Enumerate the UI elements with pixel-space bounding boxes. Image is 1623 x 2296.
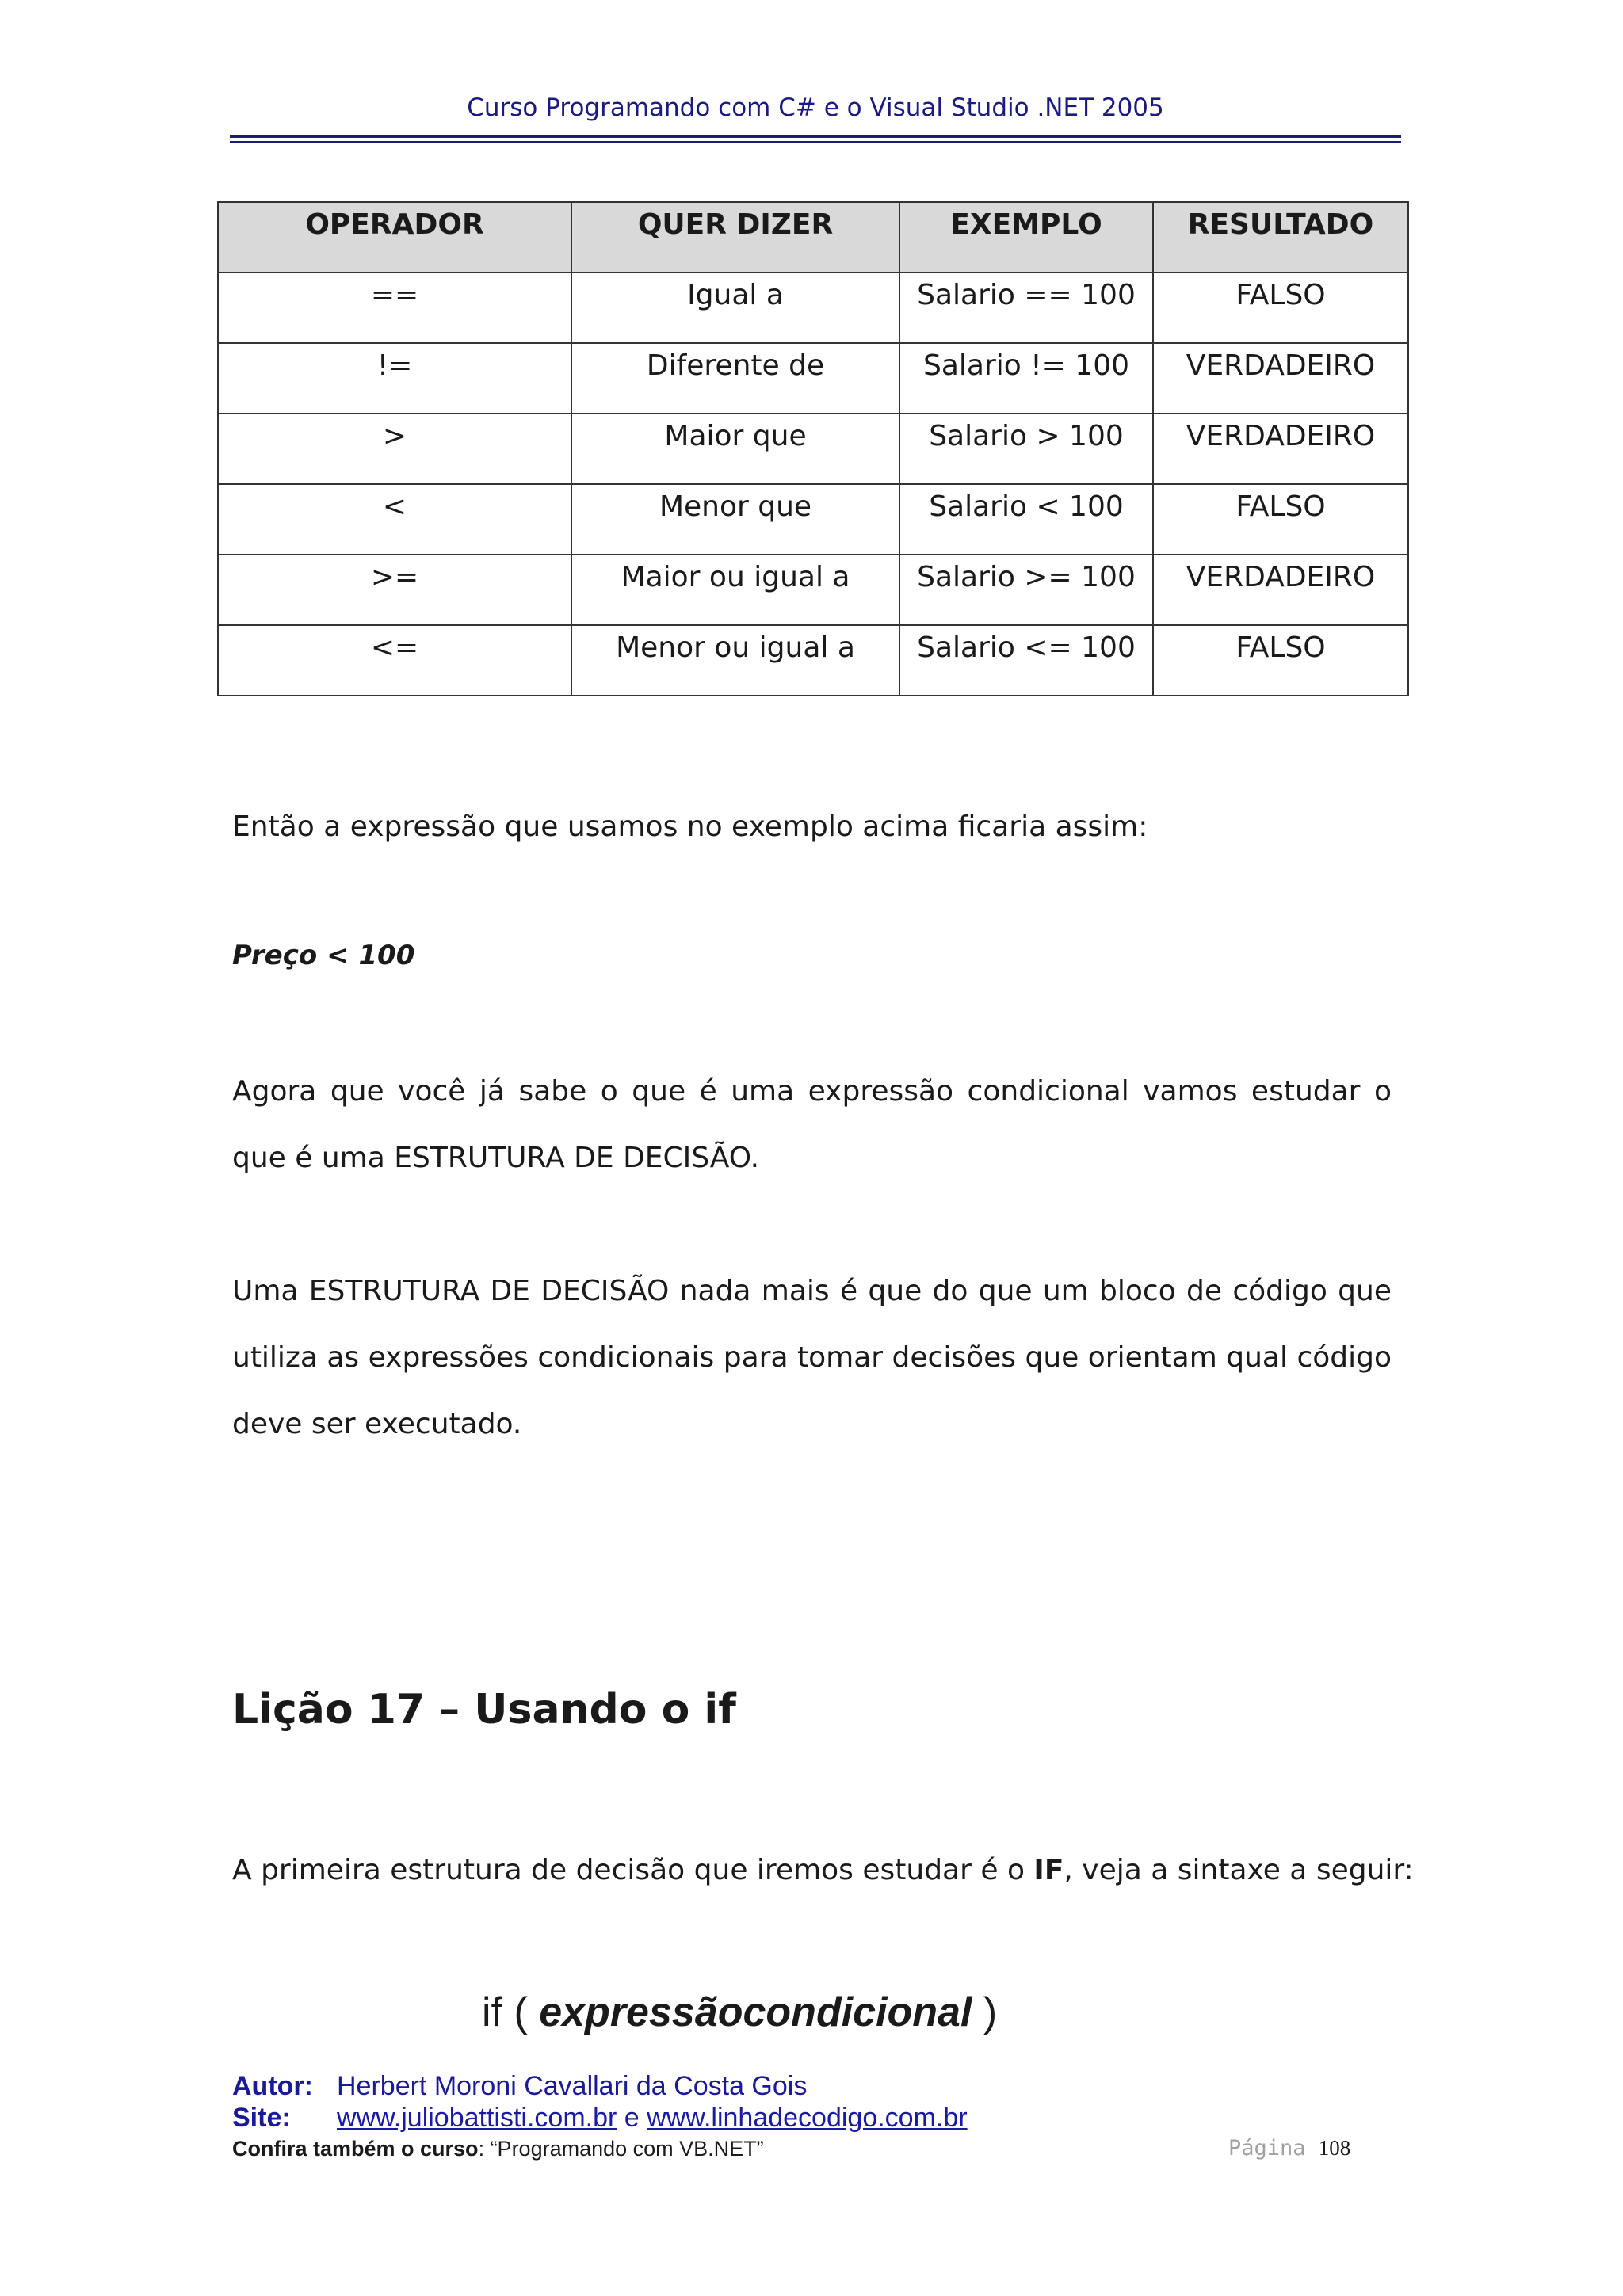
result-cell: VERDADEIRO [1153,343,1408,414]
syntax-intro [232,1854,1414,1886]
table-row [218,625,1408,696]
paragraph-decision-structure [232,1058,1392,1192]
operator-cell: <= [218,625,571,696]
site-connector: e [617,2103,647,2133]
syntax-suffix: ) [972,1989,998,2035]
expression-example: Preço < 100 [232,940,415,971]
example-cell: Salario > 100 [899,414,1153,484]
operator-cell: != [218,343,571,414]
column-header-example: EXEMPLO [899,202,1153,273]
syntax-condition: expressãocondicional [539,1989,972,2035]
table-header-row [218,202,1408,273]
operator-cell: >= [218,555,571,625]
syntax-intro-text: A primeira estrutura de decisão que iremos estudar é o [232,1854,1034,1886]
paragraph-text: Uma ESTRUTURA DE DECISÃO nada mais é que do que um bloco de código que utiliza as expressões condicionais para tomar decisões que orientam qual código deve ser executado. [232,1275,1392,1440]
table-row [218,414,1408,484]
page-header: Curso Programando com C# e o Visual Studio .NET 2005 [467,93,1164,122]
operator-cell: < [218,484,571,555]
footer-author [232,2071,807,2102]
example-cell: Salario <= 100 [899,625,1153,696]
site-link-juliobattisti[interactable]: www.juliobattisti.com.br [337,2103,617,2133]
table-row [218,273,1408,343]
meaning-cell: Menor ou igual a [571,625,899,696]
syntax-intro-keyword: IF [1033,1854,1064,1886]
paragraph-decision-definition [232,1258,1392,1458]
column-header-operator: OPERADOR [218,202,571,273]
meaning-cell: Diferente de [571,343,899,414]
meaning-cell: Menor que [571,484,899,555]
syntax-intro-text-end: , veja a sintaxe a seguir: [1064,1854,1414,1886]
author-label: Autor: [232,2071,313,2101]
page-label: Página [1228,2136,1319,2161]
result-cell: FALSO [1153,625,1408,696]
column-header-result: RESULTADO [1153,202,1408,273]
course-label: Confira também o curso [232,2137,479,2161]
meaning-cell: Maior que [571,414,899,484]
syntax-prefix: if ( [482,1989,540,2035]
result-cell: VERDADEIRO [1153,555,1408,625]
meaning-cell: Igual a [571,273,899,343]
example-cell: Salario == 100 [899,273,1153,343]
table-row [218,555,1408,625]
column-header-meaning: QUER DIZER [571,202,899,273]
paragraph-intro: Então a expressão que usamos no exemplo acima ficaria assim: [232,810,1148,843]
table-row [218,484,1408,555]
paragraph-text: Agora que você já sabe o que é uma expressão condicional vamos estudar o que é uma ESTRUTURA DE DECISÃO. [232,1075,1392,1174]
footer-course [232,2137,764,2161]
author-name: Herbert Moroni Cavallari da Costa Gois [337,2071,808,2101]
result-cell: VERDADEIRO [1153,414,1408,484]
header-rule-thin [230,141,1401,143]
footer-site [232,2103,968,2134]
header-rule [230,135,1401,138]
result-cell: FALSO [1153,273,1408,343]
site-link-linhadecodigo[interactable]: www.linhadecodigo.com.br [647,2103,968,2133]
course-name: : “Programando com VB.NET” [478,2137,764,2161]
operator-cell: == [218,273,571,343]
meaning-cell: Maior ou igual a [571,555,899,625]
table-row [218,343,1408,414]
site-label: Site: [232,2103,291,2133]
example-cell: Salario >= 100 [899,555,1153,625]
example-cell: Salario != 100 [899,343,1153,414]
example-cell: Salario < 100 [899,484,1153,555]
result-cell: FALSO [1153,484,1408,555]
if-syntax [482,1989,997,2036]
operators-table [217,201,1409,696]
operator-cell: > [218,414,571,484]
page-number [1228,2136,1350,2161]
lesson-title: Lição 17 – Usando o if [232,1686,736,1733]
page-number-value: 108 [1318,2136,1351,2160]
